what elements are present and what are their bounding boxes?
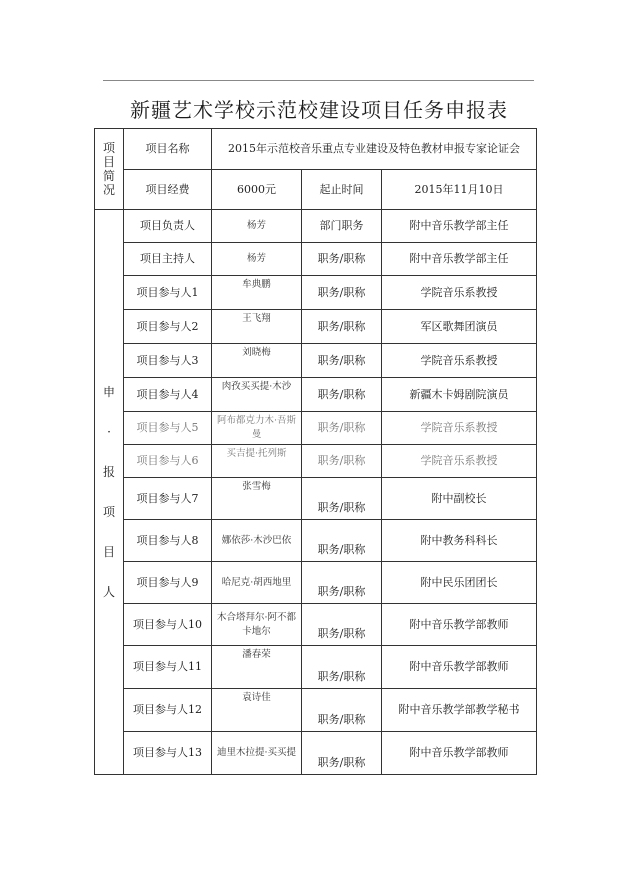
role-cell: 项目参与人8 — [124, 520, 212, 562]
position-value-cell: 学院音乐系教授 — [382, 344, 537, 378]
table-row — [95, 689, 537, 732]
role-cell: 项目负责人 — [124, 210, 212, 243]
person-name-cell: 阿布都克力木·吾斯曼 — [212, 412, 302, 445]
project-name-label: 项目名称 — [124, 129, 212, 170]
table-row — [95, 562, 537, 604]
person-name-cell: 哈尼克·胡西地里 — [212, 562, 302, 604]
position-value-cell: 附中音乐教学部主任 — [382, 243, 537, 276]
role-cell: 项目参与人10 — [124, 604, 212, 646]
field-label-cell: 职务/职称 — [302, 344, 382, 378]
top-rule — [103, 80, 534, 81]
field-label-cell: 职务/职称 — [302, 243, 382, 276]
role-cell: 项目参与人9 — [124, 562, 212, 604]
project-budget-label: 项目经费 — [124, 170, 212, 210]
role-cell: 项目主持人 — [124, 243, 212, 276]
field-label-cell: 职务/职称 — [302, 276, 382, 310]
role-cell: 项目参与人5 — [124, 412, 212, 445]
person-name-cell: 肉孜买买提·木沙 — [212, 378, 302, 412]
application-form-table — [94, 128, 537, 775]
position-value-cell: 新疆木卡姆剧院演员 — [382, 378, 537, 412]
position-value-cell: 附中音乐教学部主任 — [382, 210, 537, 243]
person-name-cell: 潘春荣 — [212, 646, 302, 689]
applicants-section-label: 申 · 报 项 目 人 — [95, 210, 124, 775]
person-name-cell: 王飞翔 — [212, 310, 302, 344]
position-value-cell: 附中音乐教学部教学秘书 — [382, 689, 537, 732]
field-label-cell: 职务/职称 — [302, 604, 382, 646]
role-cell: 项目参与人3 — [124, 344, 212, 378]
field-label-cell: 职务/职称 — [302, 310, 382, 344]
overview-section-label: 项 目 简 况 — [95, 129, 124, 210]
person-name-cell: 杨芳 — [212, 210, 302, 243]
role-cell: 项目参与人4 — [124, 378, 212, 412]
person-name-cell: 迪里木拉提·买买提 — [212, 732, 302, 775]
project-budget-value: 6000元 — [212, 170, 302, 210]
project-budget-row — [95, 170, 537, 210]
role-cell: 项目参与人11 — [124, 646, 212, 689]
field-label-cell: 职务/职称 — [302, 445, 382, 478]
role-cell: 项目参与人6 — [124, 445, 212, 478]
person-name-cell: 袁诗佳 — [212, 689, 302, 732]
field-label-cell: 职务/职称 — [302, 520, 382, 562]
position-value-cell: 学院音乐系教授 — [382, 276, 537, 310]
table-row — [95, 478, 537, 520]
position-value-cell: 附中音乐教学部教师 — [382, 732, 537, 775]
position-value-cell: 军区歌舞团演员 — [382, 310, 537, 344]
project-time-value: 2015年11月10日 — [382, 170, 537, 210]
table-row — [95, 604, 537, 646]
table-row — [95, 276, 537, 310]
table-row — [95, 412, 537, 445]
role-cell: 项目参与人1 — [124, 276, 212, 310]
role-cell: 项目参与人2 — [124, 310, 212, 344]
table-row — [95, 378, 537, 412]
position-value-cell: 附中音乐教学部教师 — [382, 646, 537, 689]
field-label-cell: 职务/职称 — [302, 646, 382, 689]
field-label-cell: 职务/职称 — [302, 378, 382, 412]
field-label-cell: 职务/职称 — [302, 478, 382, 520]
role-cell: 项目参与人13 — [124, 732, 212, 775]
table-row — [95, 732, 537, 775]
table-row — [95, 646, 537, 689]
table-row — [95, 310, 537, 344]
role-cell: 项目参与人12 — [124, 689, 212, 732]
position-value-cell: 学院音乐系教授 — [382, 445, 537, 478]
project-name-row — [95, 129, 537, 170]
position-value-cell: 学院音乐系教授 — [382, 412, 537, 445]
form-title: 新疆艺术学校示范校建设项目任务申报表 — [130, 98, 508, 122]
table-row — [95, 520, 537, 562]
table-row — [95, 344, 537, 378]
table-row — [95, 210, 537, 243]
position-value-cell: 附中教务科科长 — [382, 520, 537, 562]
position-value-cell: 附中民乐团团长 — [382, 562, 537, 604]
person-name-cell: 张雪梅 — [212, 478, 302, 520]
field-label-cell: 职务/职称 — [302, 732, 382, 775]
table-row — [95, 445, 537, 478]
role-cell: 项目参与人7 — [124, 478, 212, 520]
person-name-cell: 木合塔拜尔·阿不都卡地尔 — [212, 604, 302, 646]
person-name-cell: 买吉提·托列斯 — [212, 445, 302, 478]
project-name-value: 2015年示范校音乐重点专业建设及特色教材申报专家论证会 — [212, 129, 537, 170]
position-value-cell: 附中副校长 — [382, 478, 537, 520]
table-row — [95, 243, 537, 276]
person-name-cell: 牟典鹏 — [212, 276, 302, 310]
field-label-cell: 职务/职称 — [302, 689, 382, 732]
field-label-cell: 职务/职称 — [302, 562, 382, 604]
field-label-cell: 职务/职称 — [302, 412, 382, 445]
project-time-label: 起止时间 — [302, 170, 382, 210]
person-name-cell: 娜依莎·木沙巴依 — [212, 520, 302, 562]
person-name-cell: 杨芳 — [212, 243, 302, 276]
position-value-cell: 附中音乐教学部教师 — [382, 604, 537, 646]
person-name-cell: 刘晓梅 — [212, 344, 302, 378]
field-label-cell: 部门职务 — [302, 210, 382, 243]
